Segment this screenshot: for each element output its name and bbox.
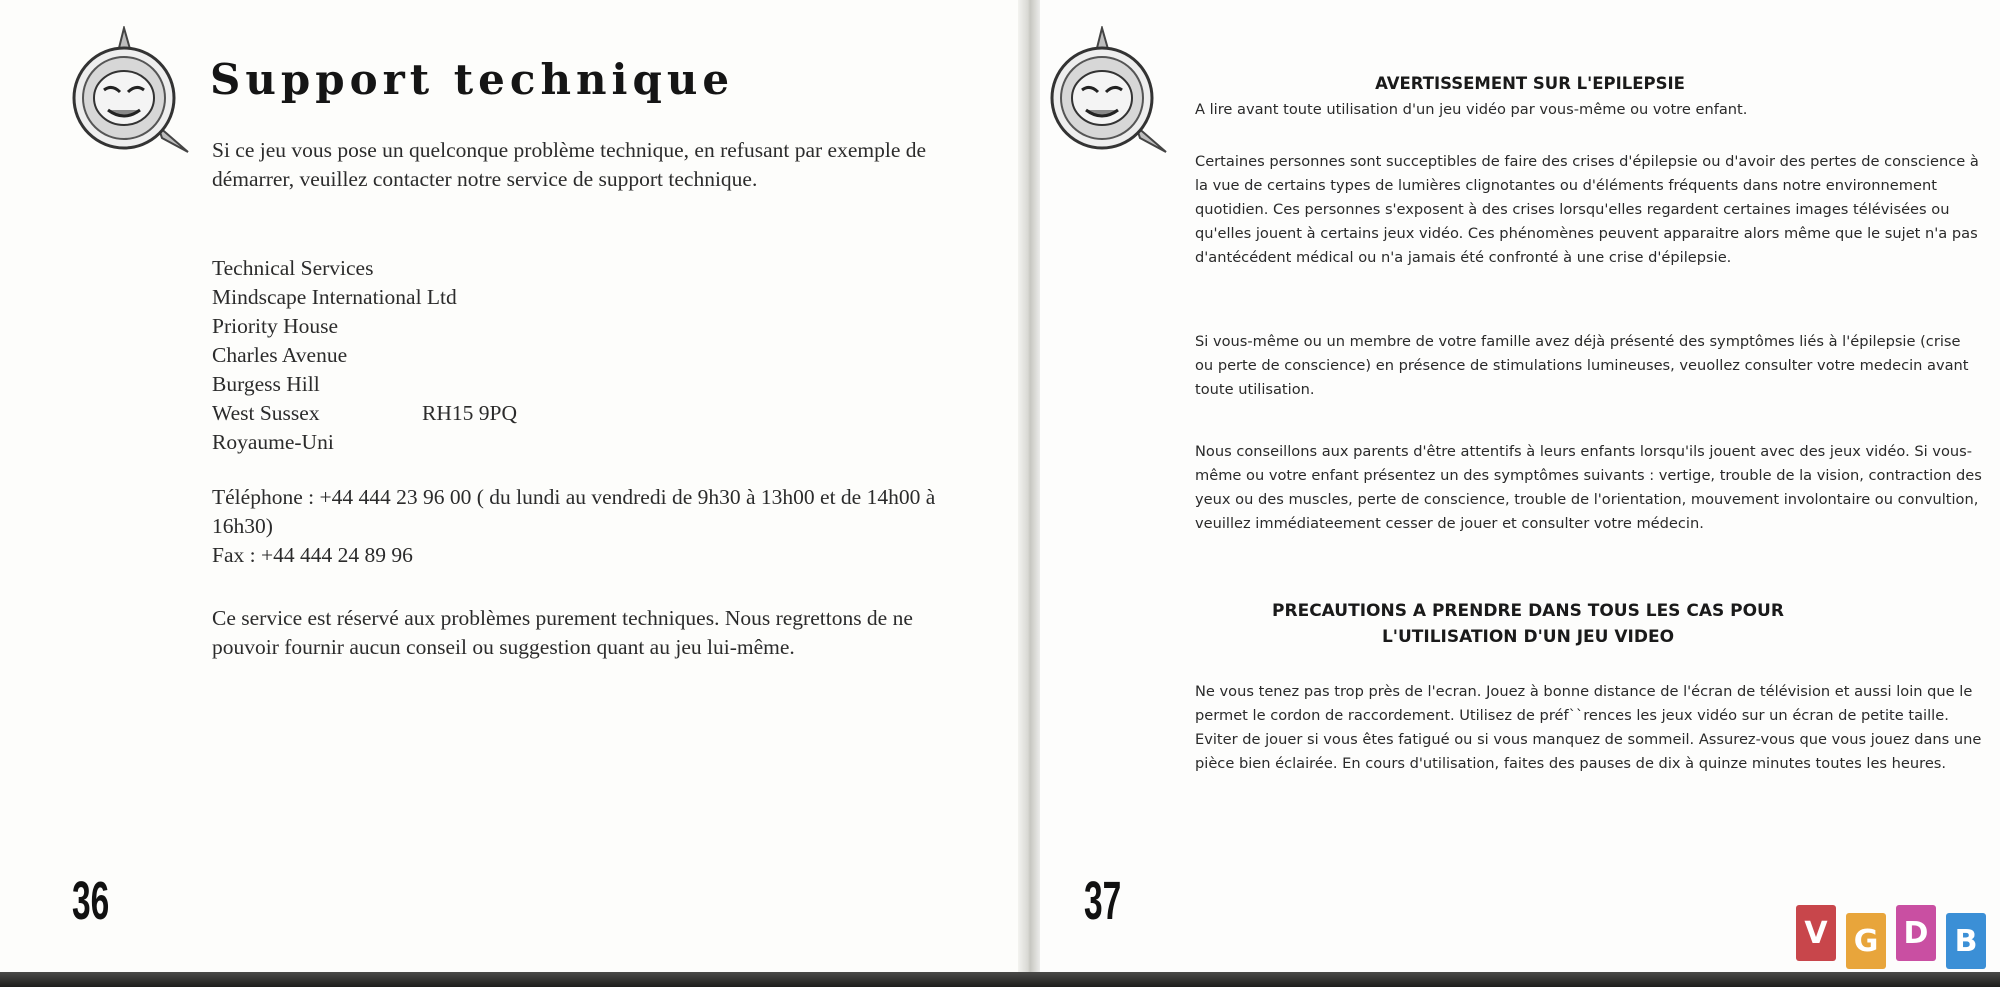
book-gutter	[1018, 0, 1040, 987]
warning-subheading: A lire avant toute utilisation d'un jeu vidéo par vous-même ou votre enfant.	[1195, 101, 1748, 118]
phone-number: Téléphone : +44 444 23 96 00 ( du lundi au vendredi de 9h30 à 13h00 et de 14h00 à 16h30)	[212, 485, 936, 538]
page-number: 36	[72, 871, 110, 931]
precautions-heading-line: L'UTILISATION D'UN JEU VIDEO	[1381, 627, 1675, 647]
address-line: Technical Services	[212, 256, 374, 280]
address-country: Royaume-Uni	[212, 430, 334, 454]
right-page	[1028, 0, 2000, 987]
logo-letter: V	[1796, 905, 1836, 961]
page-number: 37	[1084, 871, 1122, 931]
mascot-emblem-icon	[62, 26, 192, 156]
address-line: Charles Avenue	[212, 343, 348, 367]
address-line: Burgess Hill	[212, 372, 320, 396]
contact-block	[212, 483, 952, 570]
precautions-heading-line: PRECAUTIONS A PRENDRE DANS TOUS LES CAS POUR	[1272, 601, 1784, 621]
vgdb-watermark-logo	[1796, 905, 1996, 965]
address-county-line	[212, 399, 812, 428]
intro-paragraph: Si ce jeu vous pose un quelconque problème technique, en refusant par exemple de démarrer, veuillez contacter notre service de support technique.	[212, 138, 927, 191]
address-county: West Sussex	[212, 401, 320, 425]
page-title: Support technique	[210, 55, 735, 104]
mascot-emblem-icon	[1040, 26, 1170, 156]
warning-paragraph: Nous conseillons aux parents d'être attentifs à leurs enfants lorsqu'ils jouent avec des jeux vidéo. Si vous-même ou votre enfant présentez un des symptômes suivants : vertige, trouble de la vision, contraction des yeux ou des muscles, perte de conscience, trouble de l'orientation, mouvement involontaire ou convultion, veuillez immédiateement cesser de jouer et consulter votre médecin.	[1195, 443, 1982, 532]
scan-edge	[0, 972, 2000, 987]
address-line: Mindscape International Ltd	[212, 285, 457, 309]
precautions-paragraph: Ne vous tenez pas trop près de l'ecran. Jouez à bonne distance de l'écran de télévision et aussi loin que le permet le cordon de raccordement. Utilisez de préf``rences les jeux vidéo sur un écran de petite taille. Eviter de jouer si vous êtes fatigué ou si vous manquez de sommeil. Assurez-vous que vous jouez dans une pièce bien éclairée. En cours d'utilisation, faites des pauses de dix à quinze minutes toutes les heures.	[1195, 683, 1982, 772]
fax-number: Fax : +44 444 24 89 96	[212, 543, 413, 567]
epilepsy-warning-heading: AVERTISSEMENT SUR L'EPILEPSIE	[1375, 74, 1685, 93]
logo-letter: B	[1946, 913, 1986, 969]
address-postcode: RH15 9PQ	[422, 401, 517, 425]
service-note: Ce service est réservé aux problèmes purement techniques. Nous regrettons de ne pouvoir fournir aucun conseil ou suggestion quant au jeu lui-même.	[212, 606, 913, 659]
address-line: Priority House	[212, 314, 339, 338]
support-address	[212, 254, 812, 457]
logo-letter: D	[1896, 905, 1936, 961]
warning-paragraph: Si vous-même ou un membre de votre famille avez déjà présenté des symptômes liés à l'épilepsie (crise ou perte de conscience) en présence de stimulations lumineuses, veuollez consulter votre medecin avant toute utilisation.	[1195, 333, 1969, 398]
logo-letter: G	[1846, 913, 1886, 969]
precautions-heading	[1148, 598, 1908, 650]
warning-paragraph: Certaines personnes sont succeptibles de faire des crises d'épilepsie ou d'avoir des pertes de conscience à la vue de certains types de lumières clignotantes ou d'éléments fréquents dans notre environnement quotidien. Ces personnes s'exposent à des crises lorsqu'elles regardent certaines images télévisées ou qu'elles jouent à certains jeux vidéo. Ces phénomènes peuvent apparaitre alors même que le sujet n'a pas d'antécédent médical ou n'a jamais été confronté à une crise d'épilepsie.	[1195, 153, 1979, 266]
